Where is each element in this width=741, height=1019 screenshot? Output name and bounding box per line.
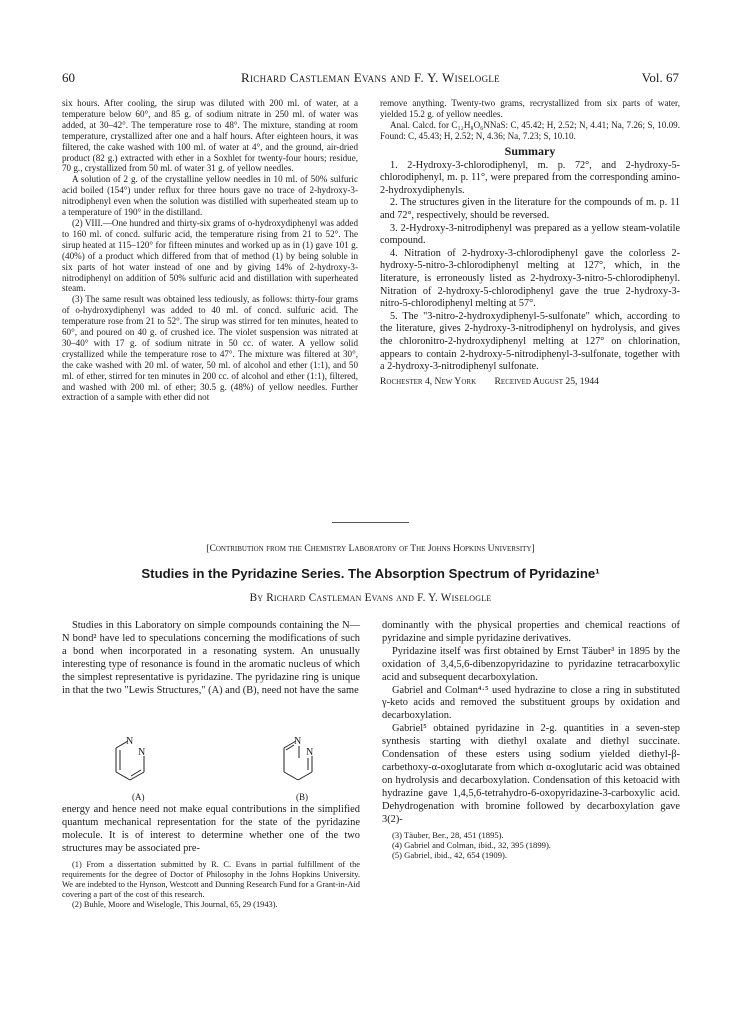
structure-b (276, 732, 330, 802)
sign-place: Rochester 4, New York (380, 375, 477, 387)
article-right-column (382, 620, 680, 861)
paragraph: (2) VIII.—One hundred and thirty-six grams of o-hydroxydiphenyl was added to 160 ml. of concd. sulfuric acid, the temperature rising from 21 to 52°. The sirup heated at 115–120° for fifteen minutes and worked up as in (1) gave 101 g. (40%) of a product which differed from that of method (1) by being soluble in six parts of hot water instead of one and by giving 14% of 2-hydroxy-3-nitrodiphenyl on addition of 50% sulfuric acid and distillation with superheated steam. (62, 217, 358, 294)
paragraph: Pyridazine itself was first obtained by Ernst Täuber³ in 1895 by the oxidation of 3,4,5,6-dibenzopyridazine to pyridazine tetracarboxylic acid and subsequent decarboxylation. (382, 645, 680, 683)
footnote: (5) Gabriel, ibid., 42, 654 (1909). (392, 850, 508, 861)
paragraph: dominantly with the physical properties and chemical reactions of pyridazine and simple pyridazine derivatives. (382, 620, 680, 644)
paragraph: Studies in this Laboratory on simple compounds containing the N—N bond² have led to speculations concerning the modifications of such a bond when incorporated in a resonating system. An unusually interesting type of resonance is found in the aromatic nucleus of which the simplest representative is pyridazine. The pyridazine ring is unique in that the two "Lewis Structures," (A) and (B), need not have the same (62, 620, 360, 696)
summary-item: 4. Nitration of 2-hydroxy-3-chlorodiphenyl gave the colorless 2-hydroxy-5-nitro-3-chlorodiphenyl melting at 127°, which, in the literature, is erroneously listed as 2-hydroxy-3-nitro-5-chlorodiphenyl. Nitration of 2-hydroxy-5-chlorodiphenyl gave the true 2-hydroxy-3-nitro-5-chlorodiphenyl melting at 57°. (380, 247, 680, 310)
prev-article-left-column (62, 98, 358, 403)
summary-item: 5. The "3-nitro-2-hydroxydiphenyl-5-sulfonate" which, according to the literature, gives 2-hydroxy-3-nitrodiphenyl on hydrolysis, and gives the chloronitro-2-hydroxydiphenyl melting at 127° on chlorination, appears to contain 2-hydroxy-5-nitrodiphenyl-3-sulfonate, together with a 2-hydroxy-3-nitrodiphenyl sulfonate. (380, 310, 680, 373)
paragraph: remove anything. Twenty-two grams, recrystallized from six parts of water, yielded 15.2 g. of yellow needles. (380, 98, 680, 119)
structure-a-label: (A) (132, 792, 145, 802)
paragraph: six hours. After cooling, the sirup was diluted with 200 ml. of water, at a temperature below 60°, and 85 g. of sodium nitrate in 250 ml. of water was added, at 30–42°. The temperature rose to 48°. The mixture, standing at room temperature, crystallized after one and a half hours. After eighteen hours, it was filtered, the cake washed with 100 ml. of water at 4°, and the ground, air-dried product (82 g.) extracted with ether in a Soxhlet for twenty-four hours; residue, 70 g., crystallized from 50 ml. of water 31 g. of yellow needles. (62, 98, 358, 174)
summary-item: 3. 2-Hydroxy-3-nitrodiphenyl was prepared as a yellow steam-volatile compound. (380, 222, 680, 247)
paragraph: (3) The same result was obtained less tediously, as follows: thirty-four grams of o-hydroxydiphenyl was added to 40 ml. of concd. sulfuric acid. The temperature rose from 21 to 52°. The sirup was stirred for ten minutes, heated to 60°, and poured on 40 g. of crushed ice. The violet suspension was nitrated at 30–40° with 17 g. of sodium nitrate in 50 cc. of water. A yellow solid crystallized while the temperature rose to 47°. The mixture was filtered at 30°, the cake washed with 20 ml. of water, 50 ml. of alcohol and ether (1:1), and 50 ml. of ether, stirred for ten minutes in 200 cc. of alcohol and ether (1:1), filtered, and washed with 200 ml. of ether; 30.5 g. (48%) of yellow needles. Further extraction of a sample with ether did not (62, 294, 358, 403)
structure-a-drawing (108, 732, 162, 794)
paragraph: Gabriel and Colman⁴·⁵ used hydrazine to close a ring in substituted γ-keto acids and removed the substituent groups by oxidation and decarboxylation. (382, 684, 680, 722)
analysis-paragraph: Anal. Calcd. for C₁₂H₈O₆NNaS: C, 45.42; H, 2.52; N, 4.41; Na, 7.26; S, 10.09. Found: C, 45.43; H, 2.52; N, 4.36; Na, 7.23; S, 10.10. (380, 119, 680, 141)
summary-item: 2. The structures given in the literature for the compounds of m. p. 11 and 72°, respectively, should be reversed. (380, 197, 680, 221)
contribution-line: [Contribution from the Chemistry Laboratory of The Johns Hopkins University] (206, 543, 535, 554)
running-title: Richard Castleman Evans and F. Y. Wiseloglе (241, 70, 500, 85)
atom-label: N (126, 736, 134, 747)
article-left-column-top (62, 620, 360, 697)
atom-label: N (138, 747, 146, 758)
structure-b-drawing (276, 732, 330, 794)
structure-a (108, 732, 162, 802)
footnote: (1) From a dissertation submitted by R. C. Evans in partial fulfillment of the requirements for the degree of Doctor of Philosophy in the Johns Hopkins University. We are indebted to the Hynson, Westcott and Dunning Research Fund for a Grant-in-Aid covering a part of the cost of this research. (62, 859, 360, 900)
paragraph: A solution of 2 g. of the crystalline yellow needles in 10 ml. of 50% sulfuric acid boiled (154°) under reflux for three hours gave no trace of 2-hydroxy-3-nitrodiphenyl even when the solution was distilled with superheated steam up to a temperature of 190° in the distilland. (62, 174, 358, 218)
structure-b-label: (B) (296, 792, 308, 802)
atom-label: N (294, 736, 302, 747)
footnote: (4) Gabriel and Colman, ibid., 32, 395 (1899). (392, 839, 551, 850)
received-line (380, 376, 680, 387)
atom-label: N (306, 747, 314, 758)
footnote: (2) Buhle, Moore and Wiseloglе, This Journal, 65, 29 (1943). (72, 900, 278, 910)
page-number: 60 (62, 70, 75, 85)
section-divider (332, 522, 409, 523)
paragraph: Gabriel⁵ obtained pyridazine in 2-g. quantities in a seven-step synthesis starting with diethyl oxalate and diethyl succinate. Condensation of these esters using sodium yielded diethyl-β-carbethoxy-α-oxoglutarate from which α-oxoglutaric acid was obtained on hydrolysis and decarboxylation. Condensation of this ketoacid with hydrazine gave 1,4,5,6-tetrahydro-6-oxopyridazine-3-carboxylic acid. Dehydrogenation with bromine followed by decarboxylation gave 3(2)- (382, 723, 680, 825)
paragraph: energy and hence need not make equal contributions in the simplified quantum mechanical representation for the state of the pyridazine molecule. It is of interest to determine whether one of the two structures may be associated pre- (62, 804, 360, 854)
summary-item: 1. 2-Hydroxy-3-chlorodiphenyl, m. p. 72°, and 2-hydroxy-5-chlorodiphenyl, m. p. 11°, were prepared from the corresponding amino-2-hydroxydiphenyls. (380, 159, 680, 196)
article-authors: By Richard Castleman Evans and F. Y. Wiseloglе (249, 592, 492, 604)
article-title: Studies in the Pyridazine Series. The Absorption Spectrum of Pyridazine¹ (141, 566, 600, 581)
footnote: (3) Täuber, Ber., 28, 451 (1895). (392, 829, 504, 840)
prev-article-right-column (380, 98, 680, 387)
volume-label: Vol. 67 (641, 70, 679, 85)
article-left-column-bottom (62, 804, 360, 911)
sign-date: Received August 25, 1944 (494, 375, 599, 387)
page-header (62, 70, 679, 88)
summary-heading: Summary (504, 143, 556, 158)
